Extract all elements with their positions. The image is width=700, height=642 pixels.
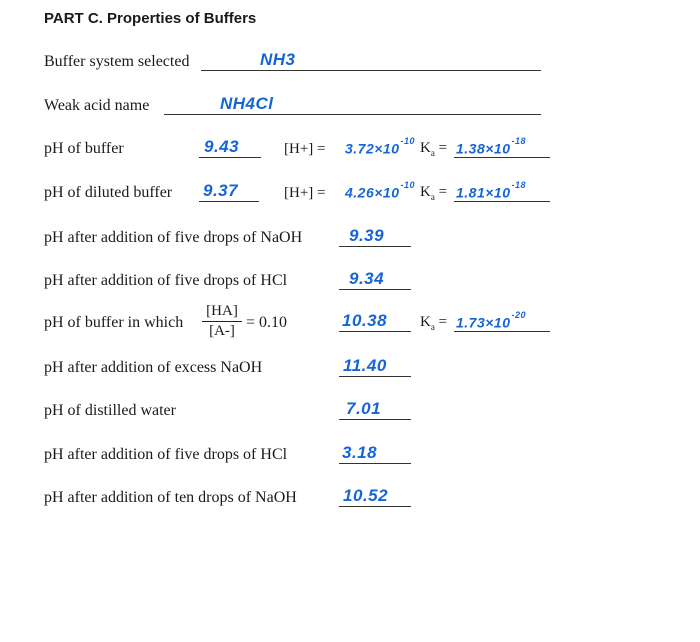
- ka-diluted-label: $K_a$ =: [420, 184, 448, 202]
- h-ion-answer[interactable]: $3.72\times 10^{-10}$: [345, 136, 416, 157]
- ph-water-naoh-label: pH after addition of ten drops of NaOH: [44, 489, 297, 506]
- buffer-system-line: [201, 70, 541, 71]
- ka-answer[interactable]: $1.38\times 10^{-18}$: [456, 136, 527, 157]
- ph-naoh5-answer[interactable]: 9.39: [349, 226, 385, 245]
- h-ion-label: [H+] =: [284, 141, 326, 157]
- ka-ratio-line: [454, 331, 550, 332]
- ratio-fraction: [202, 303, 242, 340]
- buffer-system-row: [44, 45, 664, 75]
- ph-diluted-label: pH of diluted buffer: [44, 184, 173, 201]
- ph-naoh5-row: [44, 221, 664, 251]
- ph-excess-row: [44, 351, 664, 381]
- ph-naoh5-label: pH after addition of five drops of NaOH: [44, 229, 303, 246]
- ka-line: [454, 157, 550, 158]
- ka-diluted-line: [454, 201, 550, 202]
- ratio-value: = 0.10: [246, 314, 288, 331]
- ph-water-answer[interactable]: 7.01: [346, 399, 382, 418]
- ph-water-naoh-line: [339, 506, 411, 507]
- ph-hcl5-answer[interactable]: 9.34: [349, 269, 385, 288]
- buffer-system-label: Buffer system selected: [44, 53, 190, 70]
- h-ion-diluted-label: [H+] =: [284, 185, 326, 201]
- weak-acid-label: Weak acid name: [44, 97, 150, 114]
- ph-ratio-answer[interactable]: 10.38: [342, 311, 388, 330]
- ph-buffer-line: [199, 157, 261, 158]
- weak-acid-row: [44, 89, 664, 119]
- ka-ratio-answer[interactable]: $1.73\times 10^{-20}$: [456, 310, 527, 331]
- ph-buffer-row: [44, 132, 664, 162]
- ph-diluted-line: [199, 201, 259, 202]
- ph-ratio-line: [339, 331, 411, 332]
- h-ion-diluted-answer[interactable]: $4.26\times 10^{-10}$: [345, 180, 416, 201]
- fraction-denominator: [A-]: [209, 323, 235, 339]
- page-title: PART C. Properties of Buffers: [44, 10, 257, 27]
- ph-water-hcl-answer[interactable]: 3.18: [342, 443, 378, 462]
- ph-diluted-row: [44, 176, 664, 206]
- ph-excess-label: pH after addition of excess NaOH: [44, 359, 263, 376]
- ph-excess-answer[interactable]: 11.40: [343, 356, 387, 375]
- ph-hcl5-line: [339, 289, 411, 290]
- ph-ratio-label: pH of buffer in which: [44, 314, 184, 331]
- buffer-system-answer[interactable]: NH3: [260, 50, 296, 69]
- ph-naoh5-line: [339, 246, 411, 247]
- ph-water-naoh-answer[interactable]: 10.52: [343, 486, 389, 505]
- weak-acid-answer[interactable]: NH4Cl: [220, 94, 274, 113]
- ph-water-row: [44, 394, 664, 424]
- weak-acid-line: [164, 114, 541, 115]
- ka-diluted-answer[interactable]: $1.81\times 10^{-18}$: [456, 180, 527, 201]
- ph-diluted-answer[interactable]: 9.37: [203, 181, 239, 200]
- ph-hcl5-label: pH after addition of five drops of HCl: [44, 272, 288, 289]
- ph-water-hcl-label: pH after addition of five drops of HCl: [44, 446, 288, 463]
- ph-excess-line: [339, 376, 411, 377]
- ka-ratio-label: $K_a$ =: [420, 314, 448, 332]
- ph-water-label: pH of distilled water: [44, 402, 176, 419]
- ka-label: $K_a$ =: [420, 140, 448, 158]
- ph-water-naoh-row: [44, 481, 664, 511]
- fraction-numerator: [HA]: [202, 303, 242, 322]
- ph-water-hcl-row: [44, 438, 664, 468]
- ph-ratio-row: [44, 303, 664, 339]
- ph-hcl5-row: [44, 264, 664, 294]
- ph-buffer-answer[interactable]: 9.43: [204, 137, 240, 156]
- ph-buffer-label: pH of buffer: [44, 140, 124, 157]
- ph-water-hcl-line: [339, 463, 411, 464]
- ph-water-line: [339, 419, 411, 420]
